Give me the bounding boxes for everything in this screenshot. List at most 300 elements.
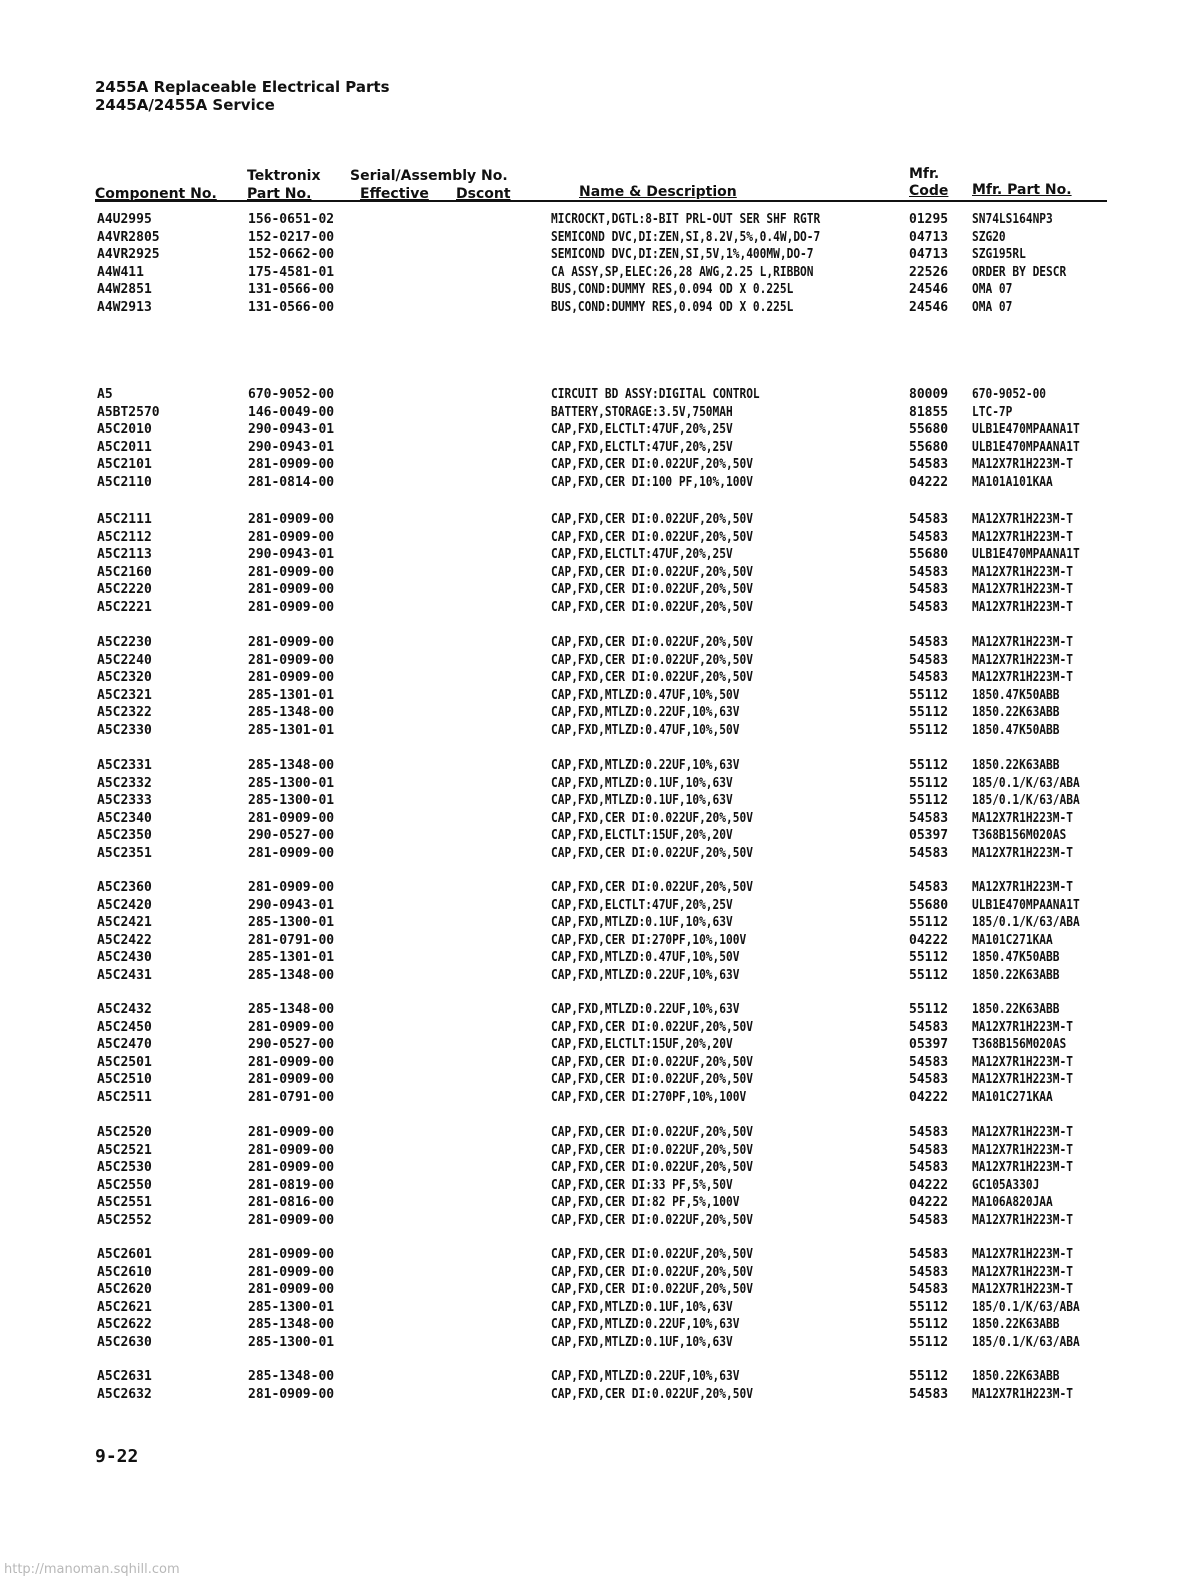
part-no: 281-0909-00 [248,846,335,861]
table-row [0,775,1200,792]
description: CAP,FXD,CER DI:100 PF,10%,100V [551,475,753,490]
component-no: A5C2113 [97,547,152,563]
mfr-part-no: ULB1E470MPAANA1T [972,547,1080,563]
mfr-code: 54583 [909,652,949,668]
mfr-part-no: SZG195RL [972,247,1026,263]
table-row [0,722,1200,739]
component-no: A5C2230 [97,635,152,650]
mfr-code: 55680 [909,422,949,438]
mfr-part-no: ULB1E470MPAANA1T [972,897,1080,913]
mfr-code: 54583 [909,1125,949,1140]
component-no: A5C2552 [97,1213,152,1228]
part-no: 281-0909-00 [248,1019,335,1035]
component-no: A5C2622 [97,1317,152,1333]
description: CAP,FXD,MTLZD:0.1UF,10%,63V [551,775,733,791]
mfr-code: 81855 [909,404,949,420]
mfr-code: 54583 [909,1282,949,1298]
table-row [0,1368,1200,1385]
mfr-code: 54583 [909,1264,949,1280]
mfr-part-no: ULB1E470MPAANA1T [972,422,1080,438]
component-no: A5C2101 [97,457,152,473]
part-no: 281-0909-00 [248,529,335,545]
description: CAP,FXD,MTLZD:0.47UF,10%,50V [551,687,740,703]
component-no: A5C2010 [97,422,152,438]
mfr-code: 04222 [909,932,949,948]
description: CAP,FXD,CER DI:0.022UF,20%,50V [551,582,753,598]
mfr-part-no: 1850.22K63ABB [972,1317,1060,1333]
col-dscont: Dscont [456,186,511,202]
part-no: 146-0049-00 [248,404,335,420]
table-row [0,564,1200,581]
mfr-code: 55112 [909,687,949,703]
mfr-code: 54583 [909,564,949,580]
mfr-code: 04222 [909,1090,949,1105]
component-no: A5C2450 [97,1019,152,1035]
part-no: 281-0909-00 [248,582,335,598]
component-no: A5C2530 [97,1160,152,1176]
footer-url: http://manoman.sqhill.com [4,1562,180,1577]
description: BATTERY,STORAGE:3.5V,750MAH [551,404,733,420]
mfr-part-no: MA12X7R1H223M-T [972,1264,1073,1280]
component-no: A5C2501 [97,1054,152,1070]
mfr-code: 54583 [909,1160,949,1176]
component-no: A5C2421 [97,915,152,931]
description: SEMICOND DVC,DI:ZEN,SI,8.2V,5%,0.4W,DO-7 [551,229,821,245]
table-row [0,1071,1200,1088]
table-row [0,1212,1200,1229]
description: CAP,FXD,ELCTLT:15UF,20%,20V [551,1037,733,1053]
table-row [0,845,1200,862]
description: CAP,FXD,MTLZD:0.22UF,10%,63V [551,1317,740,1333]
component-no: A4VR2805 [97,229,160,245]
mfr-code: 04222 [909,1177,949,1193]
component-no: A5C2631 [97,1369,152,1384]
table-row [0,792,1200,809]
table-row [0,1124,1200,1141]
component-no: A4W2851 [97,282,152,298]
description: CAP,FXD,CER DI:0.022UF,20%,50V [551,810,753,826]
part-no: 670-9052-00 [248,387,335,402]
part-no: 285-1348-00 [248,1002,335,1017]
mfr-code: 55112 [909,723,949,738]
component-no: A5C2610 [97,1264,152,1280]
table-row [0,581,1200,598]
mfr-part-no: MA12X7R1H223M-T [972,1282,1073,1298]
mfr-code: 54583 [909,582,949,598]
component-no: A5C2550 [97,1177,152,1193]
part-no: 152-0662-00 [248,247,335,263]
mfr-part-no: MA101C271KAA [972,932,1053,948]
mfr-part-no: MA12X7R1H223M-T [972,810,1073,826]
component-no: A5C2601 [97,1247,152,1262]
description: BUS,COND:DUMMY RES,0.094 OD X 0.225L [551,300,794,315]
description: CAP,FXD,CER DI:0.022UF,20%,50V [551,600,753,615]
table-row [0,1316,1200,1333]
table-row [0,439,1200,456]
table-row [0,281,1200,298]
table-row [0,1159,1200,1176]
mfr-part-no: MA12X7R1H223M-T [972,1125,1073,1140]
mfr-part-no: MA101A101KAA [972,475,1053,490]
mfr-code: 55112 [909,950,949,966]
mfr-code: 54583 [909,1019,949,1035]
table-row [0,967,1200,984]
description: CAP,FXD,CER DI:82 PF,5%,100V [551,1195,740,1211]
component-no: A5C2511 [97,1090,152,1105]
mfr-code: 54583 [909,1072,949,1088]
mfr-part-no: MA12X7R1H223M-T [972,652,1073,668]
mfr-code: 54583 [909,512,949,527]
mfr-part-no: SZG20 [972,229,1006,245]
mfr-code: 54583 [909,1142,949,1158]
mfr-code: 55112 [909,758,949,773]
description: BUS,COND:DUMMY RES,0.094 OD X 0.225L [551,282,794,298]
component-no: A5C2510 [97,1072,152,1088]
mfr-code: 55680 [909,547,949,563]
description: CAP,FXD,MTLZD:0.1UF,10%,63V [551,915,733,931]
mfr-code: 05397 [909,1037,949,1053]
description: CAP,FXD,CER DI:0.022UF,20%,50V [551,564,753,580]
mfr-part-no: 185/0.1/K/63/ABA [972,1299,1080,1315]
table-row [0,827,1200,844]
mfr-part-no: MA12X7R1H223M-T [972,846,1073,861]
part-no: 285-1301-01 [248,723,335,738]
mfr-code: 55112 [909,915,949,931]
component-no: A5C2220 [97,582,152,598]
mfr-part-no: T368B156M020AS [972,1037,1067,1053]
part-no: 131-0566-00 [248,300,335,315]
part-no: 285-1348-00 [248,705,335,721]
component-no: A5C2632 [97,1386,152,1402]
mfr-part-no: OMA 07 [972,300,1013,315]
component-no: A5C2221 [97,600,152,615]
part-no: 285-1300-01 [248,1299,335,1315]
component-no: A5C2350 [97,828,152,844]
component-no: A5C2160 [97,564,152,580]
description: CAP,FXD,MTLZD:0.1UF,10%,63V [551,1335,733,1350]
mfr-code: 54583 [909,1213,949,1228]
table-row [0,299,1200,316]
component-no: A5C2011 [97,439,152,455]
part-no: 156-0651-02 [248,212,335,227]
component-no: A4VR2925 [97,247,160,263]
component-no: A5 [97,387,113,402]
col-serial: Serial/Assembly No. [350,168,508,184]
mfr-part-no: 1850.47K50ABB [972,723,1060,738]
component-no: A5C2331 [97,758,152,773]
table-row [0,529,1200,546]
mfr-part-no: MA12X7R1H223M-T [972,670,1073,686]
header-subtitle: 2445A/2455A Service [95,96,275,114]
mfr-code: 54583 [909,600,949,615]
col-part-no: Part No. [247,186,312,202]
component-no: A5C2322 [97,705,152,721]
mfr-part-no: 1850.47K50ABB [972,687,1060,703]
mfr-part-no: 185/0.1/K/63/ABA [972,775,1080,791]
table-row [0,211,1200,228]
part-no: 285-1301-01 [248,950,335,966]
mfr-code: 04713 [909,247,949,263]
component-no: A4U2995 [97,212,152,227]
component-no: A5C2422 [97,932,152,948]
description: CAP,FXD,CER DI:0.022UF,20%,50V [551,1072,753,1088]
mfr-code: 55112 [909,1002,949,1017]
table-row [0,404,1200,421]
component-no: A5C2360 [97,880,152,895]
page-number: 9-22 [95,1446,139,1467]
part-no: 290-0527-00 [248,1037,335,1053]
table-row [0,810,1200,827]
mfr-part-no: MA12X7R1H223M-T [972,1019,1073,1035]
part-no: 285-1348-00 [248,1317,335,1333]
table-row [0,474,1200,491]
part-no: 281-0909-00 [248,564,335,580]
table-row [0,652,1200,669]
mfr-code: 55112 [909,1335,949,1350]
description: CAP,FXD,CER DI:0.022UF,20%,50V [551,1247,753,1262]
description: CAP,FXD,MTLZD:0.22UF,10%,63V [551,1002,740,1017]
mfr-part-no: 185/0.1/K/63/ABA [972,915,1080,931]
part-no: 281-0909-00 [248,457,335,473]
description: SEMICOND DVC,DI:ZEN,SI,5V,1%,400MW,DO-7 [551,247,814,263]
mfr-part-no: 670-9052-00 [972,387,1047,402]
mfr-part-no: MA12X7R1H223M-T [972,1072,1073,1088]
col-name-description: Name & Description [579,184,737,200]
mfr-part-no: MA12X7R1H223M-T [972,564,1073,580]
table-row [0,914,1200,931]
table-row [0,897,1200,914]
part-no: 285-1348-00 [248,758,335,773]
mfr-part-no: MA12X7R1H223M-T [972,1142,1073,1158]
table-row [0,1194,1200,1211]
part-no: 281-0814-00 [248,475,335,490]
col-mfr: Mfr. [909,166,940,182]
table-row [0,1019,1200,1036]
description: CAP,FXD,CER DI:270PF,10%,100V [551,1090,747,1105]
mfr-part-no: 185/0.1/K/63/ABA [972,793,1080,809]
part-no: 281-0909-00 [248,1160,335,1176]
description: CAP,FXD,CER DI:0.022UF,20%,50V [551,846,753,861]
mfr-code: 22526 [909,264,949,280]
part-no: 281-0909-00 [248,1247,335,1262]
description: CAP,FXD,CER DI:0.022UF,20%,50V [551,512,753,527]
description: CAP,FXD,MTLZD:0.1UF,10%,63V [551,1299,733,1315]
part-no: 281-0909-00 [248,652,335,668]
mfr-part-no: OMA 07 [972,282,1013,298]
table-row [0,456,1200,473]
description: CAP,FXD,CER DI:0.022UF,20%,50V [551,635,753,650]
table-row [0,1264,1200,1281]
table-row [0,1177,1200,1194]
description: CAP,FXD,CER DI:0.022UF,20%,50V [551,1054,753,1070]
component-no: A5C2620 [97,1282,152,1298]
description: CAP,FXD,CER DI:0.022UF,20%,50V [551,1213,753,1228]
part-no: 285-1300-01 [248,915,335,931]
part-no: 131-0566-00 [248,282,335,298]
mfr-part-no: T368B156M020AS [972,828,1067,844]
part-no: 281-0909-00 [248,1054,335,1070]
part-no: 281-0909-00 [248,1386,335,1402]
mfr-code: 55112 [909,793,949,809]
part-no: 281-0909-00 [248,1125,335,1140]
part-no: 285-1348-00 [248,968,335,983]
mfr-code: 04222 [909,475,949,490]
component-no: A5BT2570 [97,404,160,420]
mfr-part-no: MA12X7R1H223M-T [972,1160,1073,1176]
col-mfr-part-no: Mfr. Part No. [972,182,1072,198]
component-no: A5C2240 [97,652,152,668]
table-row [0,757,1200,774]
table-row [0,879,1200,896]
component-no: A5C2432 [97,1002,152,1017]
component-no: A5C2333 [97,793,152,809]
part-no: 281-0909-00 [248,1142,335,1158]
component-no: A5C2110 [97,475,152,490]
part-no: 285-1301-01 [248,687,335,703]
part-no: 281-0909-00 [248,512,335,527]
table-row [0,687,1200,704]
table-row [0,599,1200,616]
table-row [0,1142,1200,1159]
table-row [0,669,1200,686]
part-no: 290-0527-00 [248,828,335,844]
component-no: A5C2621 [97,1299,152,1315]
mfr-part-no: MA12X7R1H223M-T [972,1054,1073,1070]
component-no: A5C2551 [97,1195,152,1211]
mfr-part-no: MA12X7R1H223M-T [972,1213,1073,1228]
mfr-part-no: MA12X7R1H223M-T [972,457,1073,473]
part-no: 285-1300-01 [248,775,335,791]
mfr-part-no: ULB1E470MPAANA1T [972,439,1080,455]
component-no: A5C2420 [97,897,152,913]
component-no: A5C2431 [97,968,152,983]
component-no: A5C2320 [97,670,152,686]
table-row [0,704,1200,721]
table-row [0,1089,1200,1106]
table-row [0,246,1200,263]
mfr-part-no: MA12X7R1H223M-T [972,635,1073,650]
component-no: A5C2321 [97,687,152,703]
part-no: 290-0943-01 [248,897,335,913]
mfr-code: 05397 [909,828,949,844]
mfr-code: 55112 [909,1299,949,1315]
col-tektronix: Tektronix [247,168,321,184]
mfr-part-no: ORDER BY DESCR [972,264,1067,280]
mfr-part-no: 1850.22K63ABB [972,1002,1060,1017]
description: CAP,FXD,CER DI:0.022UF,20%,50V [551,880,753,895]
part-no: 290-0943-01 [248,439,335,455]
part-no: 152-0217-00 [248,229,335,245]
component-no: A5C2112 [97,529,152,545]
mfr-part-no: MA106A820JAA [972,1195,1053,1211]
table-row [0,386,1200,403]
part-no: 285-1300-01 [248,793,335,809]
mfr-code: 55112 [909,968,949,983]
description: CAP,FXD,CER DI:33 PF,5%,50V [551,1177,733,1193]
description: CAP,FXD,CER DI:0.022UF,20%,50V [551,1125,753,1140]
mfr-code: 54583 [909,1054,949,1070]
description: CAP,FXD,CER DI:270PF,10%,100V [551,932,747,948]
mfr-part-no: 1850.22K63ABB [972,758,1060,773]
description: CAP,FXD,CER DI:0.022UF,20%,50V [551,670,753,686]
description: CAP,FXD,MTLZD:0.22UF,10%,63V [551,758,740,773]
table-row [0,421,1200,438]
part-no: 281-0816-00 [248,1195,335,1211]
part-no: 281-0909-00 [248,880,335,895]
part-no: 281-0909-00 [248,635,335,650]
table-row [0,1281,1200,1298]
description: CAP,FXD,MTLZD:0.22UF,10%,63V [551,705,740,721]
table-row [0,1054,1200,1071]
description: CAP,FXD,CER DI:0.022UF,20%,50V [551,1386,753,1402]
mfr-part-no: MA12X7R1H223M-T [972,600,1073,615]
table-row [0,1386,1200,1403]
description: CAP,FXD,CER DI:0.022UF,20%,50V [551,1282,753,1298]
part-no: 281-0819-00 [248,1177,335,1193]
mfr-part-no: MA12X7R1H223M-T [972,529,1073,545]
table-row [0,229,1200,246]
col-code: Code [909,183,949,199]
part-no: 281-0909-00 [248,810,335,826]
description: CAP,FXD,CER DI:0.022UF,20%,50V [551,1264,753,1280]
component-no: A5C2470 [97,1037,152,1053]
table-row [0,546,1200,563]
mfr-part-no: 1850.22K63ABB [972,968,1060,983]
component-no: A4W2913 [97,300,152,315]
part-no: 281-0909-00 [248,600,335,615]
mfr-part-no: MA12X7R1H223M-T [972,1247,1073,1262]
col-component: Component No. [95,186,217,202]
component-no: A5C2332 [97,775,152,791]
mfr-code: 54583 [909,457,949,473]
part-no: 281-0909-00 [248,1264,335,1280]
part-no: 281-0791-00 [248,1090,335,1105]
part-no: 281-0909-00 [248,1213,335,1228]
mfr-code: 54583 [909,810,949,826]
mfr-code: 54583 [909,1247,949,1262]
component-no: A5C2521 [97,1142,152,1158]
description: CAP,FXD,CER DI:0.022UF,20%,50V [551,457,753,473]
mfr-code: 04222 [909,1195,949,1211]
mfr-code: 55680 [909,439,949,455]
mfr-code: 24546 [909,300,949,315]
description: CIRCUIT BD ASSY:DIGITAL CONTROL [551,387,760,402]
mfr-code: 55112 [909,775,949,791]
part-no: 175-4581-01 [248,264,335,280]
description: CAP,FXD,ELCTLT:47UF,20%,25V [551,422,733,438]
mfr-code: 80009 [909,387,949,402]
part-no: 281-0909-00 [248,670,335,686]
description: CAP,FXD,CER DI:0.022UF,20%,50V [551,652,753,668]
description: CAP,FXD,ELCTLT:47UF,20%,25V [551,897,733,913]
mfr-code: 54583 [909,635,949,650]
mfr-part-no: GC105A330J [972,1177,1040,1193]
component-no: A5C2330 [97,723,152,738]
col-effective: Effective [360,186,429,202]
part-no: 285-1348-00 [248,1369,335,1384]
header-title: 2455A Replaceable Electrical Parts [95,78,390,96]
mfr-part-no: 185/0.1/K/63/ABA [972,1335,1080,1350]
description: CAP,FXD,ELCTLT:47UF,20%,25V [551,439,733,455]
table-row [0,1246,1200,1263]
mfr-code: 54583 [909,529,949,545]
description: CA ASSY,SP,ELEC:26,28 AWG,2.25 L,RIBBON [551,264,814,280]
mfr-code: 54583 [909,1386,949,1402]
component-no: A5C2111 [97,512,152,527]
description: CAP,FXD,MTLZD:0.1UF,10%,63V [551,793,733,809]
part-no: 290-0943-01 [248,422,335,438]
part-no: 290-0943-01 [248,547,335,563]
